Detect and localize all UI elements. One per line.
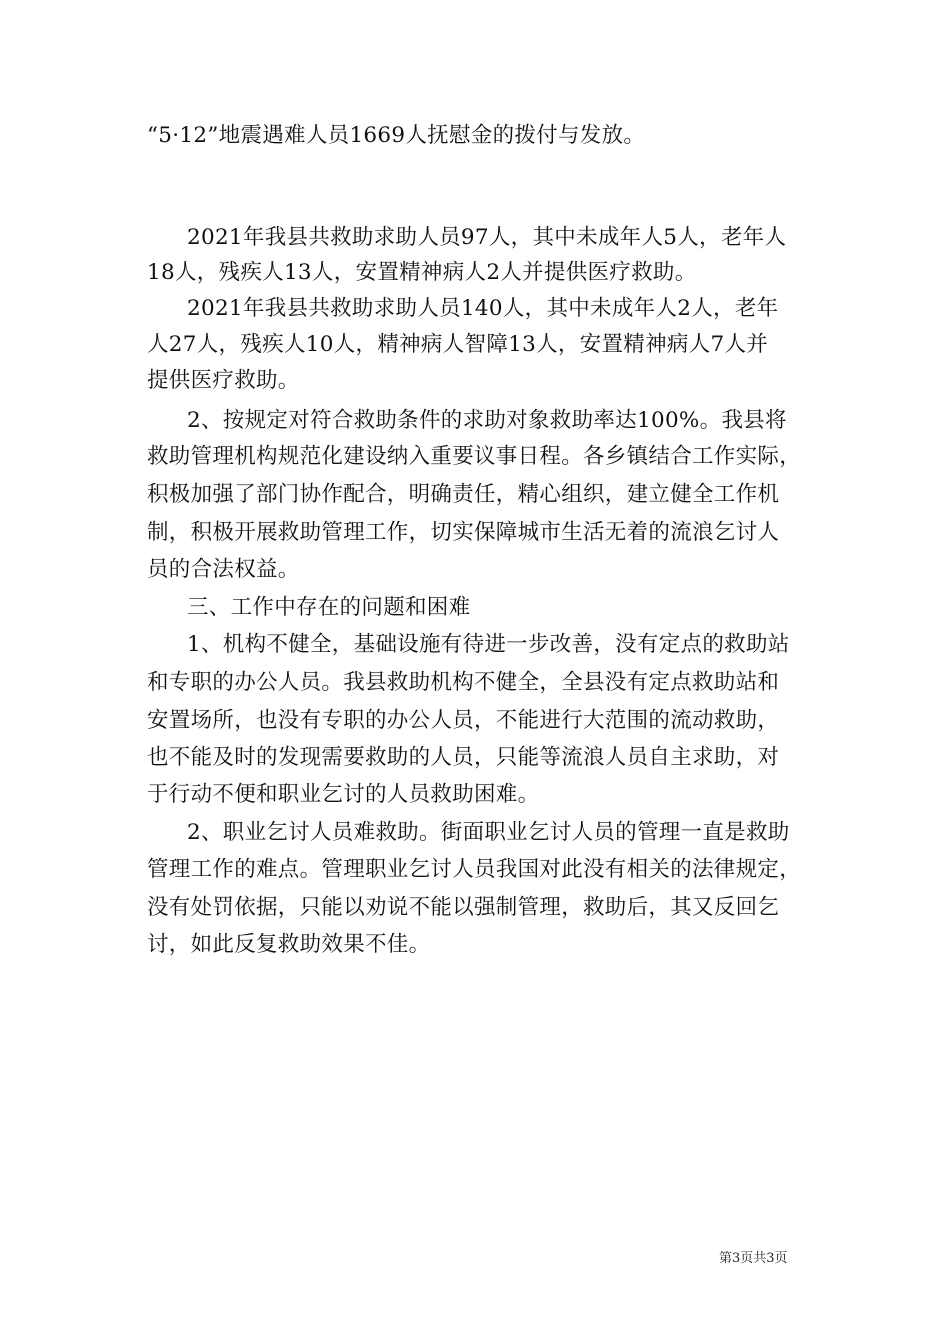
text-line: 提供医疗救助。 [147,368,300,393]
text-line: 管理工作的难点。管理职业乞讨人员我国对此没有相关的法律规定， [147,857,802,882]
text-line: 积极加强了部门协作配合，明确责任，精心组织，建立健全工作机 [147,482,780,507]
text-line: 1、机构不健全，基础设施有待进一步改善，没有定点的救助站 [187,632,790,657]
text-line: 和专职的办公人员。我县救助机构不健全，全县没有定点救助站和 [147,670,780,695]
text-line: 安置场所，也没有专职的办公人员，不能进行大范围的流动救助， [147,708,780,733]
page-number: 第3页共3页 [719,1251,788,1266]
text-line: 讨，如此反复救助效果不佳。 [147,932,431,957]
section-heading: 三、工作中存在的问题和困难 [187,595,471,620]
text-line: 2021年我县共救助求助人员97人，其中未成年人5人，老年人 [187,225,787,250]
text-line: 也不能及时的发现需要救助的人员，只能等流浪人员自主求助，对 [147,745,780,770]
text-line: 人27人，残疾人10人，精神病人智障13人，安置精神病人7人并 [147,332,769,357]
text-line: 没有处罚依据，只能以劝说不能以强制管理，救助后，其又反回乞 [147,895,780,920]
text-line: 制，积极开展救助管理工作，切实保障城市生活无着的流浪乞讨人 [147,520,780,545]
text-line: 于行动不便和职业乞讨的人员救助困难。 [147,782,540,807]
text-line: 救助管理机构规范化建设纳入重要议事日程。各乡镇结合工作实际， [147,444,802,469]
text-line: 2、职业乞讨人员难救助。街面职业乞讨人员的管理一直是救助 [187,820,790,845]
text-line: 18人，残疾人13人，安置精神病人2人并提供医疗救助。 [147,260,697,285]
text-line: “5·12”地震遇难人员1669人抚慰金的拨付与发放。 [147,123,646,148]
text-line: 2、按规定对符合救助条件的求助对象救助率达100%。我县将 [187,408,787,433]
text-line: 2021年我县共救助求助人员140人，其中未成年人2人，老年 [187,296,779,321]
text-line: 员的合法权益。 [147,557,300,582]
